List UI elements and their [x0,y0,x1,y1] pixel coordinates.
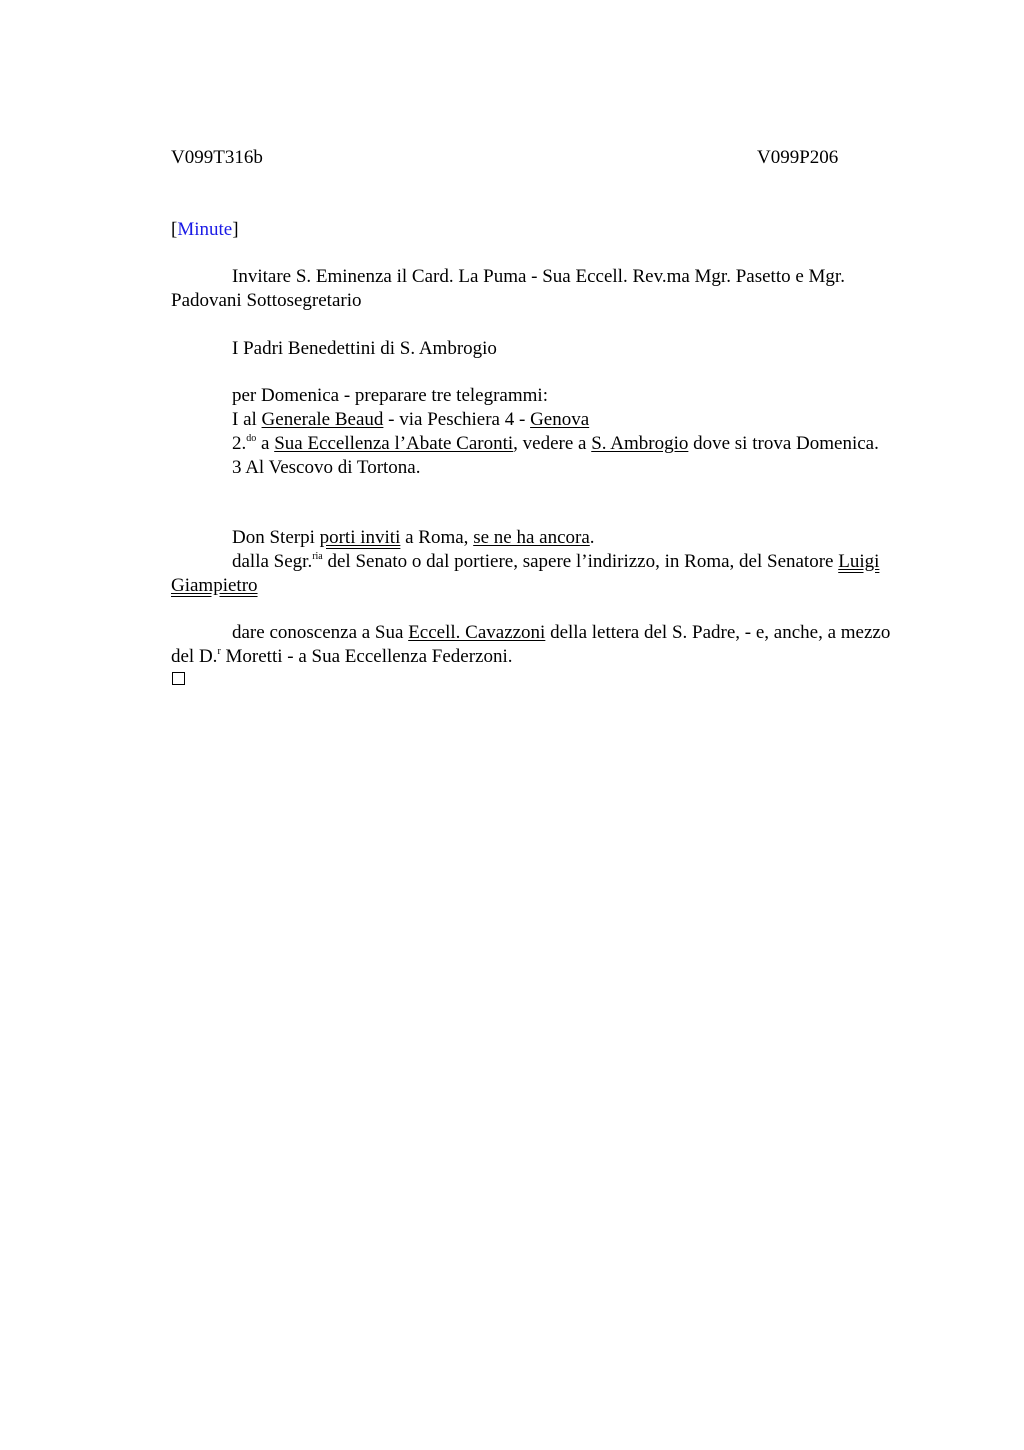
telegram-2: 2.$^{do}$ a Sua Eccellenza l’Abate Caronti, vedere a S. Ambrogio dove si trova Domenica. [232,433,879,454]
paragraph-benedettini: I Padri Benedettini di S. Ambrogio [232,338,497,359]
eccell-cavazzoni: Eccell. Cavazzoni [408,622,546,643]
ordinal-superscript: do [246,433,257,444]
tag-open-bracket: [ [171,219,178,240]
porti-inviti: porti inviti [319,527,401,548]
minute-link[interactable]: Minute [177,219,233,240]
paragraph-don-sterpi [171,526,906,598]
document-code-left: V099T316b [171,147,263,168]
page-code-right: V099P206 [757,147,839,168]
city-genova: Genova [530,409,590,430]
senatore-name: Luigi Giampietro [171,551,880,596]
place-s-ambrogio: S. Ambrogio [591,433,689,454]
paragraph-invitations: Invitare S. Eminenza il Card. La Puma - Sua Eccell. Rev.ma Mgr. Pasetto e Mgr. Padovani Sottosegretario [171,266,845,311]
segreteria-superscript: ria [312,551,323,562]
telegrams-intro: per Domenica - preparare tre telegrammi: [232,385,548,406]
don-sterpi-line: Don Sterpi porti inviti a Roma, se ne ha ancora. [232,527,595,548]
telegram-3: 3 Al Vescovo di Tortona. [232,457,421,478]
telegram-1: I al Generale Beaud - via Peschiera 4 - Genova [232,409,590,430]
paragraph-telegrams [171,384,906,480]
recipient-generale-beaud: Generale Beaud [261,409,384,430]
senato-line: dalla Segr.$^{ria}$ del Senato o dal portiere, sapere l’indirizzo, in Roma, del Senatore Luigi Giampietro [171,551,880,596]
dottore-superscript: r [217,646,221,657]
tag-close-bracket: ] [232,219,239,240]
se-ne-ha-ancora: se ne ha ancora [473,527,590,548]
minute-tag [171,218,906,242]
square-icon [172,672,185,685]
paragraph-cavazzoni: dare conoscenza a Sua Eccell. Cavazzoni della lettera del S. Padre, - e, anche, a mezzo del D.$^r$ Moretti - a Sua Eccellenza Federzoni. [171,622,891,667]
recipient-abate-caronti: Sua Eccellenza l’Abate Caronti [274,433,514,454]
